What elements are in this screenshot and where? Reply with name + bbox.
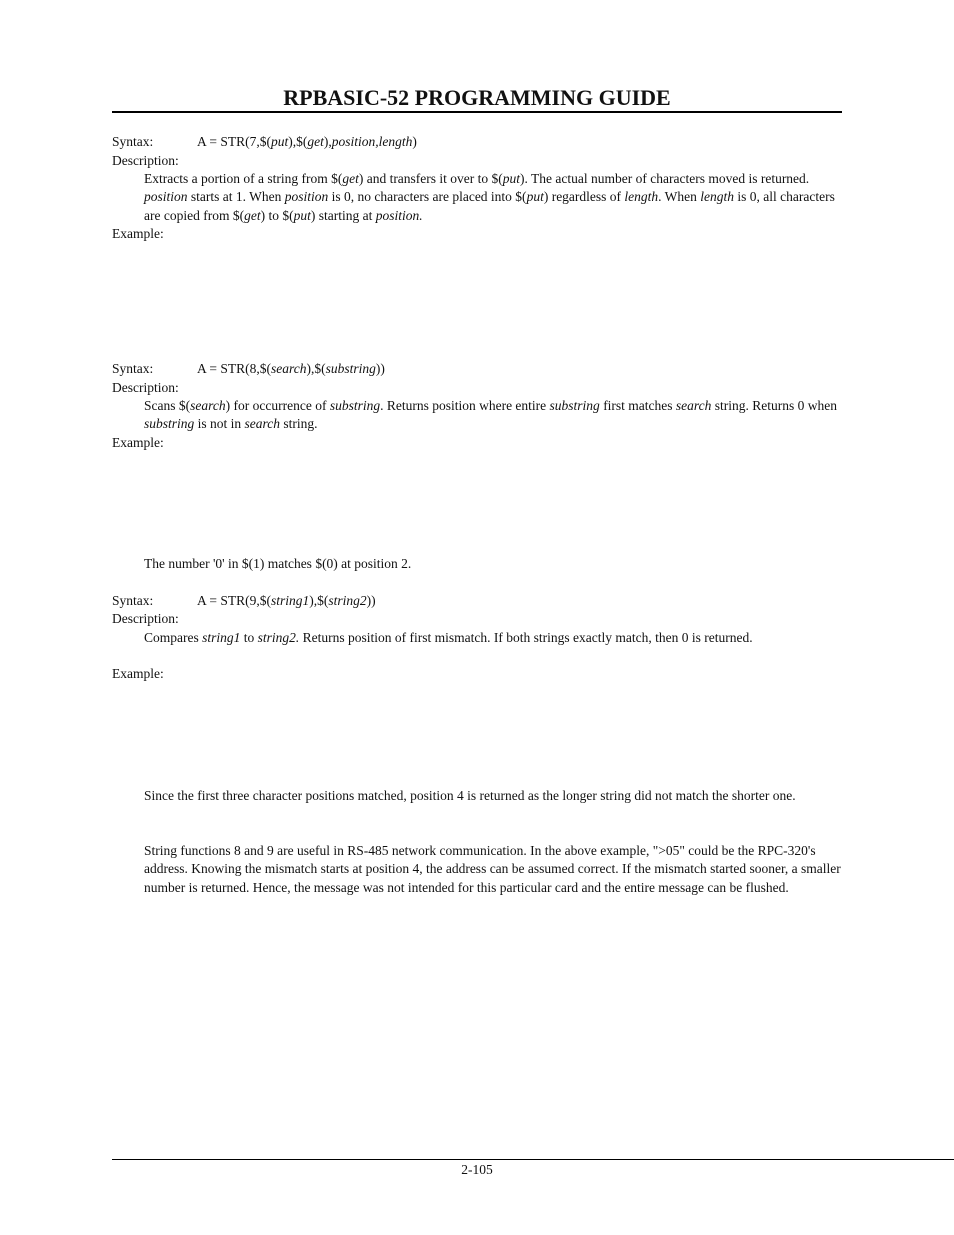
description-str9: Compares string1 to string2. Returns position of first mismatch. If both strings exactly match, then 0 is returned.: [144, 630, 753, 645]
closing-paragraph: String functions 8 and 9 are useful in RS-485 network communication. In the above example, ">05" could be the RPC-320's address. Knowing the mismatch starts at position 4, the address can be assumed correct. If the mismatch started sooner, a smaller number is returned. Hence, the message was not intended for this particular card and the entire message can be flushed.: [144, 843, 841, 895]
syntax-label: Syntax:: [112, 134, 154, 149]
syntax-label: Syntax:: [112, 361, 154, 376]
description-str7: Extracts a portion of a string from $(get) and transfers it over to $(put). The actual number of characters moved is returned. position starts at 1. When position is 0, no characters are placed into $(put) regardless of length. When length is 0, all characters are copied from $(get) to $(put) starting at position.: [144, 171, 835, 223]
description-label: Description:: [112, 153, 179, 168]
syntax-label: Syntax:: [112, 593, 154, 608]
example-label: Example:: [112, 435, 164, 450]
example-label: Example:: [112, 226, 164, 241]
page-number: 2-105: [461, 1162, 493, 1177]
syntax-str9: A = STR(9,$(string1),$(string2)): [197, 593, 376, 608]
page-title: RPBASIC-52 PROGRAMMING GUIDE: [283, 85, 671, 110]
footer-rule: [112, 1159, 954, 1160]
description-label: Description:: [112, 380, 179, 395]
example-label: Example:: [112, 666, 164, 681]
syntax-str8: A = STR(8,$(search),$(substring)): [197, 361, 385, 376]
example-note-str8: The number '0' in $(1) matches $(0) at position 2.: [144, 556, 412, 571]
header-rule: [112, 111, 842, 113]
syntax-str7: A = STR(7,$(put),$(get),position,length): [197, 134, 417, 149]
example-note-str9: Since the first three character positions matched, position 4 is returned as the longer string did not match the shorter one.: [144, 788, 796, 803]
description-label: Description:: [112, 611, 179, 626]
description-str8: Scans $(search) for occurrence of substring. Returns position where entire substring first matches search string. Returns 0 when substring is not in search string.: [144, 398, 838, 432]
